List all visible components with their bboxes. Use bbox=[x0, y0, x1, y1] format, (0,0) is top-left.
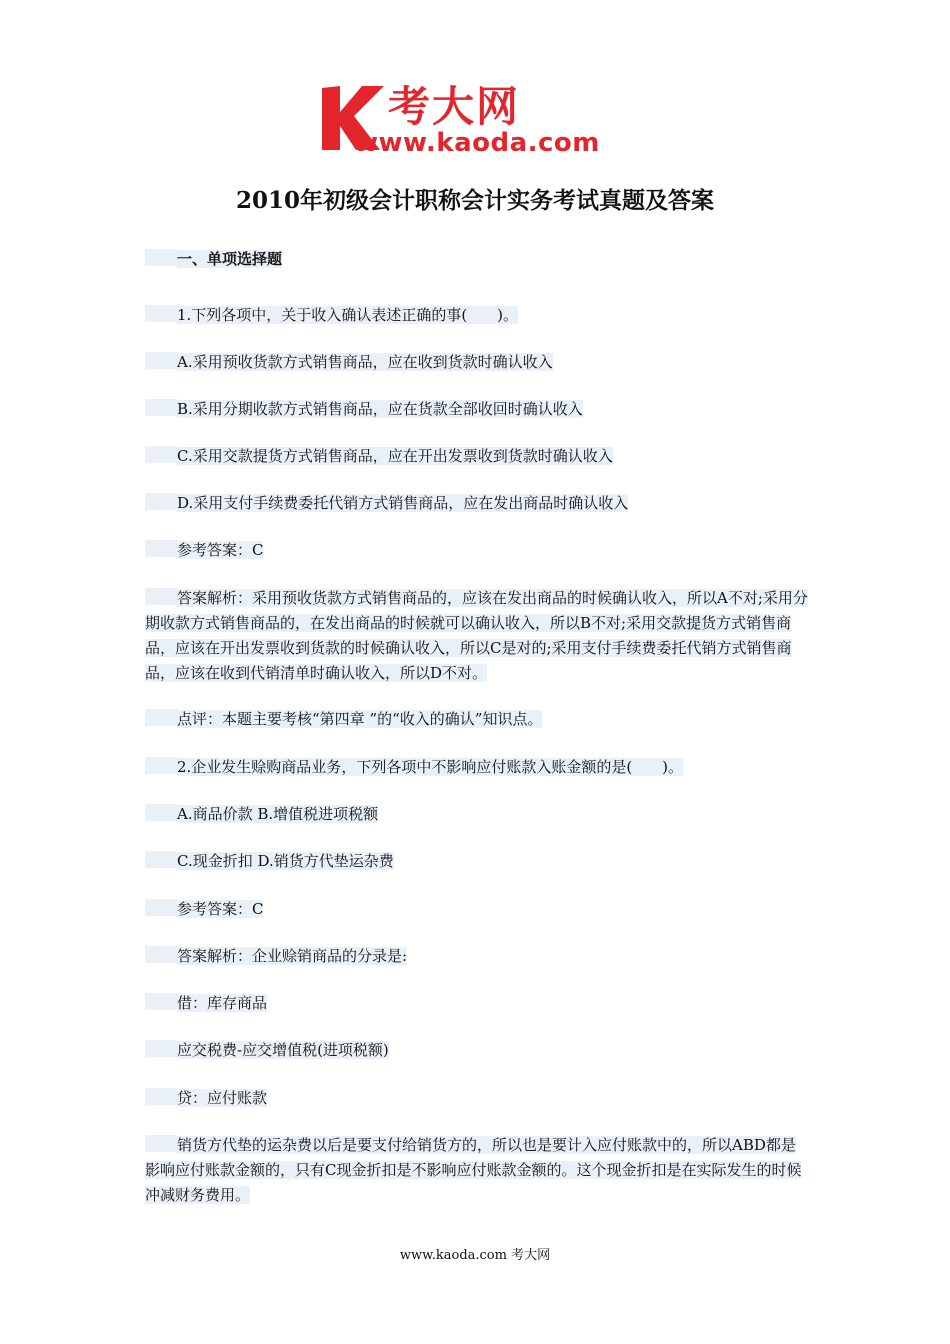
logo-brand-text: 考大网 bbox=[388, 82, 521, 131]
q2-credit-entry: 贷：应付账款 bbox=[145, 1086, 810, 1111]
section-heading: 一、单项选择题 bbox=[145, 247, 810, 272]
page-footer: www.kaoda.com 考大网 bbox=[399, 1248, 551, 1263]
q2-analysis: 答案解析：企业赊销商品的分录是: bbox=[145, 944, 810, 969]
q2-options-cd: C.现金折扣 D.销货方代垫运杂费 bbox=[145, 849, 810, 874]
q2-debit-entry: 借：库存商品 bbox=[145, 991, 810, 1016]
kaoda-logo bbox=[318, 82, 648, 162]
logo-url: www.kaoda.com bbox=[354, 128, 600, 158]
q2-answer: 参考答案：C bbox=[145, 897, 810, 922]
q1-option-b: B.采用分期收款方式销售商品，应在货款全部收回时确认收入 bbox=[145, 397, 810, 422]
q2-tax-entry: 应交税费-应交增值税(进项税额) bbox=[145, 1038, 810, 1063]
q1-option-c: C.采用交款提货方式销售商品，应在开出发票收到货款时确认收入 bbox=[145, 444, 810, 469]
q1-comment: 点评：本题主要考核“第四章 ”的“收入的确认”知识点。 bbox=[145, 707, 810, 732]
q2-explanation: 销货方代垫的运杂费以后是要支付给销货方的，所以也是要计入应付账款中的，所以ABD都是影响应付账款金额的，只有C现金折扣是不影响应付账款金额的。这个现金折扣是在实际发生的时候冲减财务费用。 bbox=[145, 1136, 802, 1204]
q1-option-a: A.采用预收货款方式销售商品，应在收到货款时确认收入 bbox=[145, 350, 810, 375]
q1-answer: 参考答案：C bbox=[145, 538, 810, 563]
q1-analysis: 答案解析：采用预收货款方式销售商品的，应该在发出商品的时候确认收入，所以A不对;采用分期收款方式销售商品的，在发出商品的时候就可以确认收入，所以B不对;采用交款提货方式销售商品，应该在开出发票收到货款的时候确认收入，所以C是对的;采用支付手续费委托代销方式销售商品，应该在收到代销清单时确认收入，所以D不对。 bbox=[145, 589, 808, 682]
q2-options-ab: A.商品价款 B.增值税进项税额 bbox=[145, 802, 810, 827]
page-title: 2010年初级会计职称会计实务考试真题及答案 bbox=[235, 187, 714, 214]
q2-stem: 2.企业发生赊购商品业务，下列各项中不影响应付账款入账金额的是( )。 bbox=[145, 755, 810, 780]
q1-option-d: D.采用支付手续费委托代销方式销售商品，应在发出商品时确认收入 bbox=[145, 491, 810, 516]
q1-stem: 1.下列各项中，关于收入确认表述正确的事( )。 bbox=[145, 303, 810, 328]
